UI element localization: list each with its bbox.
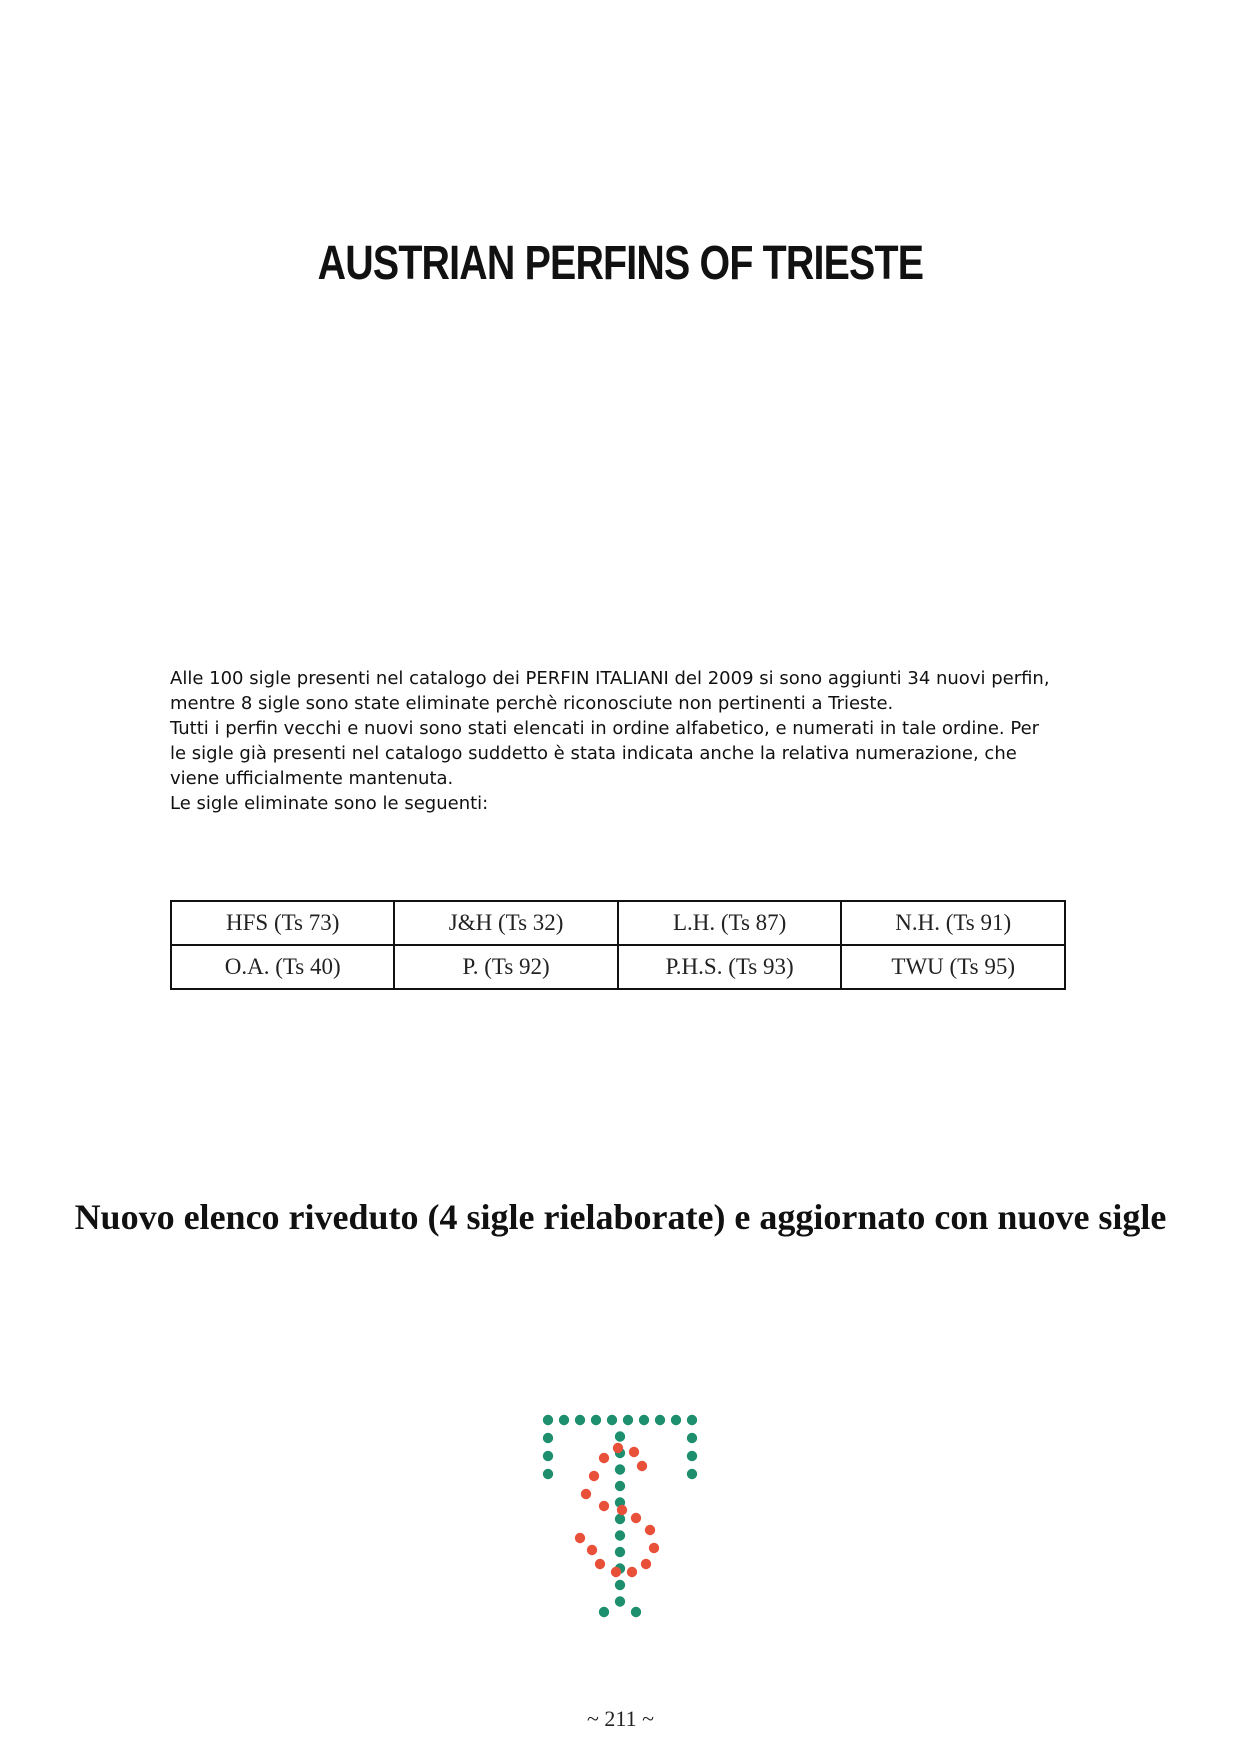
intro-paragraph-3: Le sigle eliminate sono le seguenti: (170, 793, 489, 814)
logo-dot (615, 1530, 625, 1540)
intro-paragraph-1: Alle 100 sigle presenti nel catalogo dei PERFIN ITALIANI del 2009 si sono aggiunti 34 nuovi perfin, mentre 8 sigle sono state eliminate perchè riconosciute non pertinenti a Trieste. (170, 668, 1050, 714)
page-number: ~ 211 ~ (587, 1706, 654, 1731)
logo-dot (615, 1580, 625, 1590)
logo-dot (543, 1469, 553, 1479)
logo-dot (581, 1489, 591, 1499)
logo-dot (671, 1415, 681, 1425)
logo-dot (543, 1451, 553, 1461)
logo-dot (615, 1596, 625, 1606)
logo-dot (599, 1607, 609, 1617)
logo-dot (655, 1415, 665, 1425)
logo-dot (645, 1525, 655, 1535)
table-cell: O.A. (Ts 40) (171, 945, 394, 989)
logo-dot (615, 1431, 625, 1441)
logo-dot (589, 1471, 599, 1481)
logo-dot (629, 1447, 639, 1457)
table-cell: HFS (Ts 73) (171, 901, 394, 945)
logo-dot (687, 1415, 697, 1425)
logo-dot (575, 1415, 585, 1425)
logo-dot (611, 1567, 621, 1577)
logo-s-dots (575, 1443, 659, 1577)
table-cell: P. (Ts 92) (394, 945, 617, 989)
table-cell: J&H (Ts 32) (394, 901, 617, 945)
table-row (171, 901, 1065, 945)
logo-dot (613, 1443, 623, 1453)
logo-dot (615, 1514, 625, 1524)
logo-dot (639, 1415, 649, 1425)
logo-dot (559, 1415, 569, 1425)
logo-dot (627, 1567, 637, 1577)
logo-dot (687, 1433, 697, 1443)
logo-dot (615, 1481, 625, 1491)
intro-text (170, 666, 1050, 816)
table-cell: P.H.S. (Ts 93) (618, 945, 842, 989)
logo-dot (637, 1461, 647, 1471)
logo-dot (599, 1453, 609, 1463)
logo-dot (641, 1559, 651, 1569)
logo-dot (615, 1547, 625, 1557)
logo-dot (617, 1505, 627, 1515)
logo-dot (615, 1464, 625, 1474)
logo-dot (575, 1533, 585, 1543)
logo-dot (631, 1513, 641, 1523)
table-cell: N.H. (Ts 91) (841, 901, 1065, 945)
logo-dot (599, 1501, 609, 1511)
table-cell: TWU (Ts 95) (841, 945, 1065, 989)
logo-dot (587, 1545, 597, 1555)
table-cell: L.H. (Ts 87) (618, 901, 842, 945)
logo-dot (687, 1469, 697, 1479)
logo-dot (649, 1543, 659, 1553)
logo-dot (595, 1559, 605, 1569)
logo-dot (623, 1415, 633, 1425)
table-row (171, 945, 1065, 989)
logo-dot (543, 1415, 553, 1425)
section-subtitle: Nuovo elenco riveduto (4 sigle rielaborate) e aggiornato con nuove sigle (74, 1197, 1167, 1237)
logo-dot (631, 1607, 641, 1617)
logo-dot (687, 1451, 697, 1461)
logo-dot (591, 1415, 601, 1425)
intro-paragraph-2: Tutti i perfin vecchi e nuovi sono stati elencati in ordine alfabetico, e numerati in tale ordine. Per le sigle già presenti nel catalogo suddetto è stata indicata anche la relativa numerazione, che viene ufficialmente mantenuta. (170, 718, 1040, 789)
perfin-ts-logo (536, 1410, 716, 1630)
removed-sigle-table (170, 900, 1066, 990)
logo-dot (543, 1433, 553, 1443)
page-title: AUSTRIAN PERFINS OF TRIESTE (317, 237, 924, 290)
logo-dot (607, 1415, 617, 1425)
